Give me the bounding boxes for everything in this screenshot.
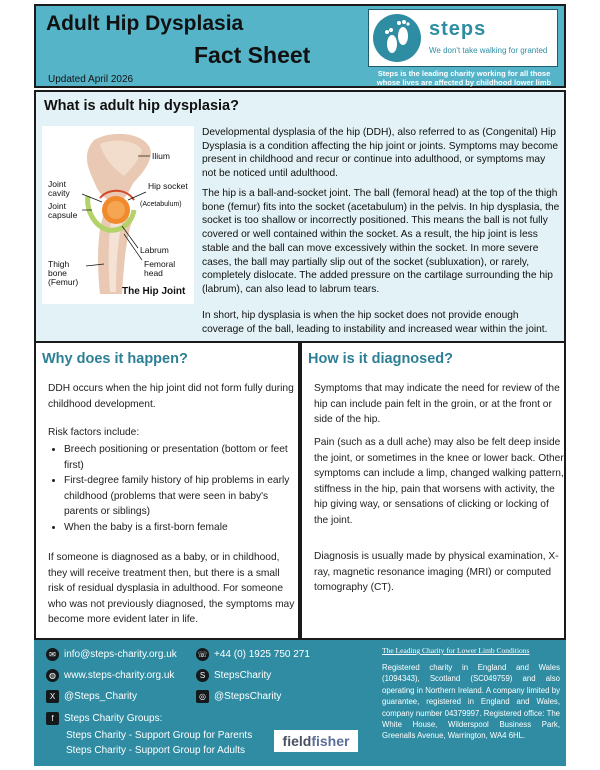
skype-icon: S — [196, 669, 209, 682]
charity-description: Steps is the leading charity working for all those whose lives are affected by childhood lower limb — [376, 69, 552, 87]
email-link[interactable] — [46, 648, 177, 661]
figure-caption: The Hip Joint — [122, 286, 186, 297]
fieldfisher-logo[interactable] — [274, 730, 358, 752]
group-parents-link[interactable]: Steps Charity - Support Group for Parents — [66, 730, 253, 741]
label-ilium: Ilium — [152, 151, 170, 161]
skype-link[interactable] — [196, 669, 271, 682]
risk-factors-list — [48, 442, 298, 535]
skype-text: StepsCharity — [214, 670, 272, 681]
footer — [34, 640, 566, 766]
why-section — [34, 341, 300, 640]
label-acetabulum: (Acetabulum) — [140, 201, 182, 208]
why-heading: Why does it happen? — [42, 351, 188, 367]
what-is-paragraph-2: The hip is a ball-and-socket joint. The ball (femoral head) at the top of the thigh bone (femur) fits into the socket (acetabulum) in the pelvis. In hip dysplasia, the socket is too shallow or incorrectly positioned. This means the ball is not fully covered or well contained within the socket. As a result, the hip joint is less stable and the ball can move excessively within the socket. In more severe cases, the ball may partially slip out of the socket (subluxation), or rarely, completely dislocate. The added pressure on the cartilage surrounding the hip (labrum), can also lead to labrum tears. — [202, 188, 560, 295]
group-adults-link[interactable]: Steps Charity - Support Group for Adults — [66, 745, 245, 756]
leading-charity-tagline: The Leading Charity for Lower Limb Conditions — [382, 646, 530, 655]
label-hip-socket: Hip socket — [148, 181, 188, 191]
label-femoral-head: Femoral head — [144, 259, 176, 278]
support-groups — [66, 728, 252, 758]
sponsor-part-a: field — [282, 733, 312, 749]
risk-factors-label: Risk factors include: — [48, 427, 140, 438]
label-labrum: Labrum — [140, 245, 169, 255]
what-is-section — [34, 90, 566, 343]
what-is-paragraph-3: In short, hip dysplasia is when the hip socket does not provide enough coverage of the ball, leading to instability and increased wear within the joint. — [202, 310, 548, 335]
risk-item: • Breech positioning or presentation (bottom or feet first) — [64, 442, 298, 473]
x-text: @Steps_Charity — [64, 691, 137, 702]
registered-charity-info: Registered charity in England and Wales (1094343), Scotland (SC049759) and also operating in Northern Ireland. A company limited by guarantee, registered in England and Wales, company number 04379997. Registered office: The White House, Wilderspool Business Park, Greenalls Avenue, Warrington, WA4 6HL. — [382, 663, 560, 741]
diagnosis-paragraph-3: Diagnosis is usually made by physical examination, X-ray, magnetic resonance imaging (MRI) or computed tomography (CT). — [314, 551, 559, 593]
title-line-2: Fact Sheet — [194, 42, 311, 68]
risk-item: • First-degree family history of hip problems in early childhood (problems that were seen in baby's parents or siblings) — [64, 473, 298, 520]
why-closing: If someone is diagnosed as a baby, or in childhood, they will receive treatment then, but there is a small risk of residual dysplasia in adulthood. For someone who was not previously diagnosed, the symptoms may become more evident later in life. — [48, 552, 295, 625]
facebook-icon: f — [46, 712, 59, 725]
diagnosis-paragraph-1: Symptoms that may indicate the need for review of the hip can include pain felt in the groin, or at the front or side of the hip. — [314, 383, 560, 425]
phone-text: +44 (0) 1925 750 271 — [214, 649, 310, 660]
why-intro: DDH occurs when the hip joint did not form fully during childhood development. — [48, 383, 294, 410]
title-line-1: Adult Hip Dysplasia — [46, 12, 244, 35]
hip-joint-figure — [42, 126, 194, 304]
x-link[interactable] — [46, 690, 137, 703]
label-joint-capsule: Joint capsule — [48, 201, 78, 220]
email-icon: ✉ — [46, 648, 59, 661]
x-icon: X — [46, 690, 59, 703]
label-thigh-bone: Thigh bone (Femur) — [48, 259, 79, 287]
sponsor-part-b: fisher — [311, 733, 350, 749]
facebook-groups[interactable] — [46, 712, 162, 725]
risk-item: • When the baby is a first-born female — [64, 520, 298, 536]
phone-icon: ☏ — [197, 650, 208, 659]
label-joint-cavity: Joint cavity — [48, 179, 70, 198]
groups-title: Steps Charity Groups: — [64, 713, 163, 724]
instagram-icon: ◎ — [196, 690, 209, 703]
website-text: www.steps-charity.org.uk — [64, 670, 175, 681]
diagnosis-section — [300, 341, 566, 640]
updated-date: Updated April 2026 — [48, 74, 134, 85]
instagram-link[interactable] — [196, 690, 281, 703]
footprint-icon — [373, 14, 421, 62]
logo-wordmark: steps — [429, 18, 487, 40]
phone-link[interactable] — [196, 648, 310, 661]
logo-tagline: We don't take walking for granted — [429, 46, 548, 55]
globe-icon: ◍ — [46, 669, 59, 682]
diagnosis-paragraph-2: Pain (such as a dull ache) may also be felt deep inside the joint, or sometimes in the knee or lower back. Other symptoms can include a limp, changed walking pattern, stiffness in the hip, pain that worsens with activity, the hip giving way, or sensations of clicking or locking of the joint. — [314, 437, 564, 526]
header-banner — [34, 4, 566, 88]
instagram-text: @StepsCharity — [214, 691, 282, 702]
what-is-heading: What is adult hip dysplasia? — [44, 98, 239, 114]
steps-logo[interactable] — [368, 9, 558, 67]
email-text: info@steps-charity.org.uk — [64, 649, 177, 660]
website-link[interactable] — [46, 669, 174, 682]
diagnosis-heading: How is it diagnosed? — [308, 351, 454, 367]
what-is-paragraph-1: Developmental dysplasia of the hip (DDH), also referred to as (Congenital) Hip Dysplasia is a condition affecting the hip joint or joints. Symptoms may become present in childhood and recur or continue into adulthood, or symptoms may not be noticed until adulthood. — [202, 127, 558, 180]
